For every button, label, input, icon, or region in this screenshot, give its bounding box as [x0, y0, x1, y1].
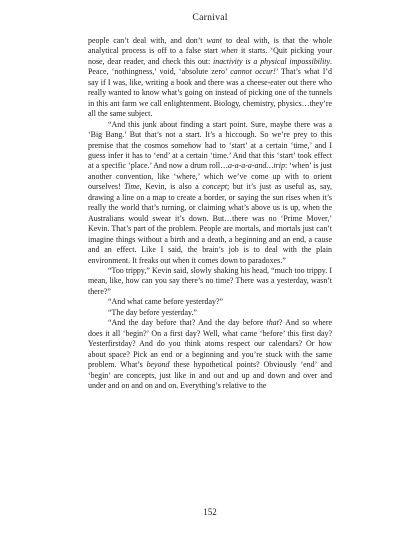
paragraph: “And the day before that? And the day before that? And so where does it all ‘begin?’ On a first day? Well, what came ‘before’ this first day? Yesterfirstday? And do you think atoms respect our calendars? Or how about space? Pick an end or a beginning and you’re stuck with the same problem. What’s beyond these hypothetical points? Obviously ‘end’ and ‘begin’ are concepts, just like in and out and up and down and over and under and on and on and on. Everything’s relative to the [88, 318, 332, 390]
running-head: Carnival [192, 12, 228, 23]
body-text [88, 36, 332, 391]
page-number: 152 [203, 507, 217, 517]
paragraph: “And this junk about finding a start point. Sure, maybe there was a ‘Big Bang.’ But that’s not a start. It’s a hiccough. So we’re prey to this premise that the cosmos somehow had to ‘start’ at a certain ‘time,’ and I guess infer it has to ‘end’ at a certain ‘time.’ And that this ‘start’ took effect at a specific ‘place.’ And now a drum roll…a-a-a-a-and…trip: ‘when’ is just another convention, like ‘where,’ which we’ve come up with to orient ourselves! Time, Kevin, is also a concept; but it’s just as useful as, say, drawing a line on a map to create a border, or saying the sun rises when it’s really the world that’s turning, or claiming what’s above us is up, when the Australians would swear it’s down. But…there was no ‘Prime Mover,’ Kevin. That’s part of the problem. People are mortals, and mortals just can’t imagine things without a birth and a death, a beginning and an end, a cause and an effect. Like I said, the brain’s job is to deal with the plain environment. It freaks out when it comes down to paradoxes.” [88, 119, 332, 265]
paragraph: “Too trippy,” Kevin said, slowly shaking his head, “much too trippy. I mean, like, how can you say there’s no time? There was a yesterday, wasn’t there?” [88, 265, 332, 296]
paragraph: people can’t deal with, and don’t want to deal with, is that the whole analytical process is off to a false start when it starts. ‘Quit picking your nose, dear reader, and check this out: inactivity is a physical impossibility. Peace, ‘nothingness,’ void, ‘absolute zero’ cannot occur!’ That’s what I’d say if I was, like, writing a book and there was a cheese-eater out there who really wanted to know what’s going on instead of picking one of the tunnels in this ant farm we call enlightenment. Biology, chemistry, physics…they’re all the same subject. [88, 36, 333, 119]
paragraph: “The day before yesterday.” [108, 307, 197, 317]
paragraph: “And what came before yesterday?” [108, 297, 224, 307]
